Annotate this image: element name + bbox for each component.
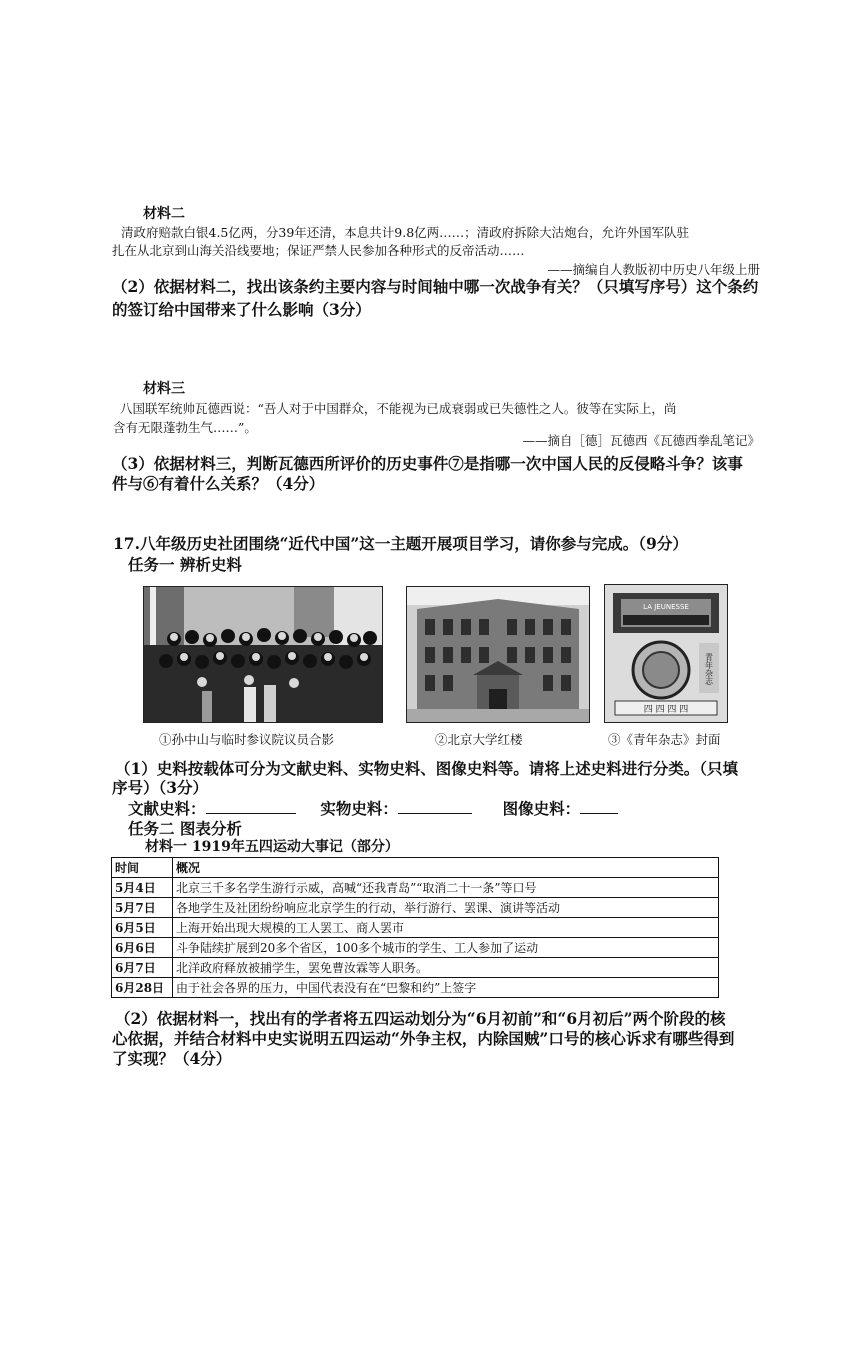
table-row (112, 938, 719, 958)
table-header-row (112, 858, 719, 878)
answer-row (128, 797, 618, 819)
magazine-cover-image (604, 584, 728, 723)
label-document-sources: 文献史料： (128, 799, 206, 818)
magazine-side-text: 青年杂志 (704, 653, 714, 685)
table-row (112, 958, 719, 978)
subquestion2-line3: 了实现？（4分） (112, 1049, 232, 1068)
table-header-time: 时间 (112, 858, 173, 878)
material3-source: ——摘自［德］瓦德西《瓦德西拳乱笔记》 (522, 433, 760, 448)
table-header-overview: 概况 (173, 858, 719, 878)
blank-image-sources[interactable] (580, 799, 618, 814)
table-cell-date: 6月7日 (112, 958, 173, 978)
task2-heading: 任务二 图表分析 (128, 819, 242, 838)
magazine-banner-text: LA JEUNESSE (643, 603, 689, 611)
table-row (112, 918, 719, 938)
table-cell-date: 6月28日 (112, 978, 173, 998)
task1-heading: 任务一 辨析史料 (128, 555, 242, 574)
question2-line2: 的签订给中国带来了什么影响（3分） (112, 300, 371, 319)
material3-heading: 材料三 (143, 381, 185, 397)
table-cell-date: 6月5日 (112, 918, 173, 938)
table-cell-overview: 北洋政府释放被捕学生，罢免曹汝霖等人职务。 (173, 958, 719, 978)
label-object-sources: 实物史料： (320, 799, 398, 818)
subquestion2-line1: （2）依据材料一，找出有的学者将五四运动划分为“6月初前”和“6月初后”两个阶段的核 (115, 1009, 726, 1028)
table-row (112, 898, 719, 918)
question2-line1: （2）依据材料二，找出该条约主要内容与时间轴中哪一次战争有关？（只填写序号）这个条约 (112, 277, 759, 296)
table-row (112, 978, 719, 998)
table-title: 材料一 1919年五四运动大事记（部分） (145, 839, 399, 855)
table-cell-date: 5月7日 (112, 898, 173, 918)
table-row (112, 878, 719, 898)
events-table (111, 857, 719, 998)
subquestion1-line1: （1）史料按载体可分为文献史料、实物史料、图像史料等。请将上述史料进行分类。（只填 (115, 759, 739, 778)
question17-title: 17.八年级历史社团围绕“近代中国”这一主题开展项目学习，请你参与完成。（9分） (113, 534, 688, 553)
material2-text-line1: 清政府赔款白银4.5亿两，分39年还清，本息共计9.8亿两……；清政府拆除大沽炮台，允许外国军队驻 (121, 225, 690, 240)
question3-line2: 件与⑥有着什么关系？（4分） (112, 474, 325, 493)
caption-red-building: ②北京大学红楼 (435, 732, 523, 747)
caption-group-photo: ①孙中山与临时参议院议员合影 (159, 732, 335, 747)
material2-text-line2: 扎在从北京到山海关沿线要地；保证严禁人民参加各种形式的反帝活动…… (112, 243, 525, 258)
table-cell-overview: 由于社会各界的压力，中国代表没有在“巴黎和约”上签字 (173, 978, 719, 998)
blank-document-sources[interactable] (206, 799, 296, 814)
blank-object-sources[interactable] (398, 799, 472, 814)
group-photo-image (143, 586, 383, 723)
material3-text-line1: 八国联军统帅瓦德西说：“吾人对于中国群众，不能视为已成衰弱或已失德性之人。彼等在实际上，尚 (120, 401, 677, 416)
table-cell-date: 6月6日 (112, 938, 173, 958)
table-cell-overview: 各地学生及社团纷纷响应北京学生的行动，举行游行、罢课、演讲等活动 (173, 898, 719, 918)
red-building-image (406, 586, 590, 723)
material2-source: ——摘编自人教版初中历史八年级上册 (547, 262, 760, 277)
material2-heading: 材料二 (143, 206, 185, 222)
material3-text-line2: 含有无限蓬勃生气……”。 (113, 420, 257, 435)
question3-line1: （3）依据材料三，判断瓦德西所评价的历史事件⑦是指哪一次中国人民的反侵略斗争？该事 (112, 454, 743, 473)
table-cell-date: 5月4日 (112, 878, 173, 898)
table-cell-overview: 斗争陆续扩展到20多个省区，100多个城市的学生、工人参加了运动 (173, 938, 719, 958)
table-cell-overview: 北京三千多名学生游行示威，高喊“还我青岛”“取消二十一条”等口号 (173, 878, 719, 898)
subquestion2-line2: 心依据，并结合材料中史实说明五四运动“外争主权，内除国贼”口号的核心诉求有哪些得到 (112, 1029, 735, 1048)
caption-magazine: ③《青年杂志》封面 (608, 732, 721, 747)
table-cell-overview: 上海开始出现大规模的工人罢工、商人罢市 (173, 918, 719, 938)
magazine-bottom-text: 四 四 四 四 (643, 705, 689, 715)
label-image-sources: 图像史料： (502, 799, 581, 818)
subquestion1-line2: 序号）（3分） (112, 778, 209, 797)
